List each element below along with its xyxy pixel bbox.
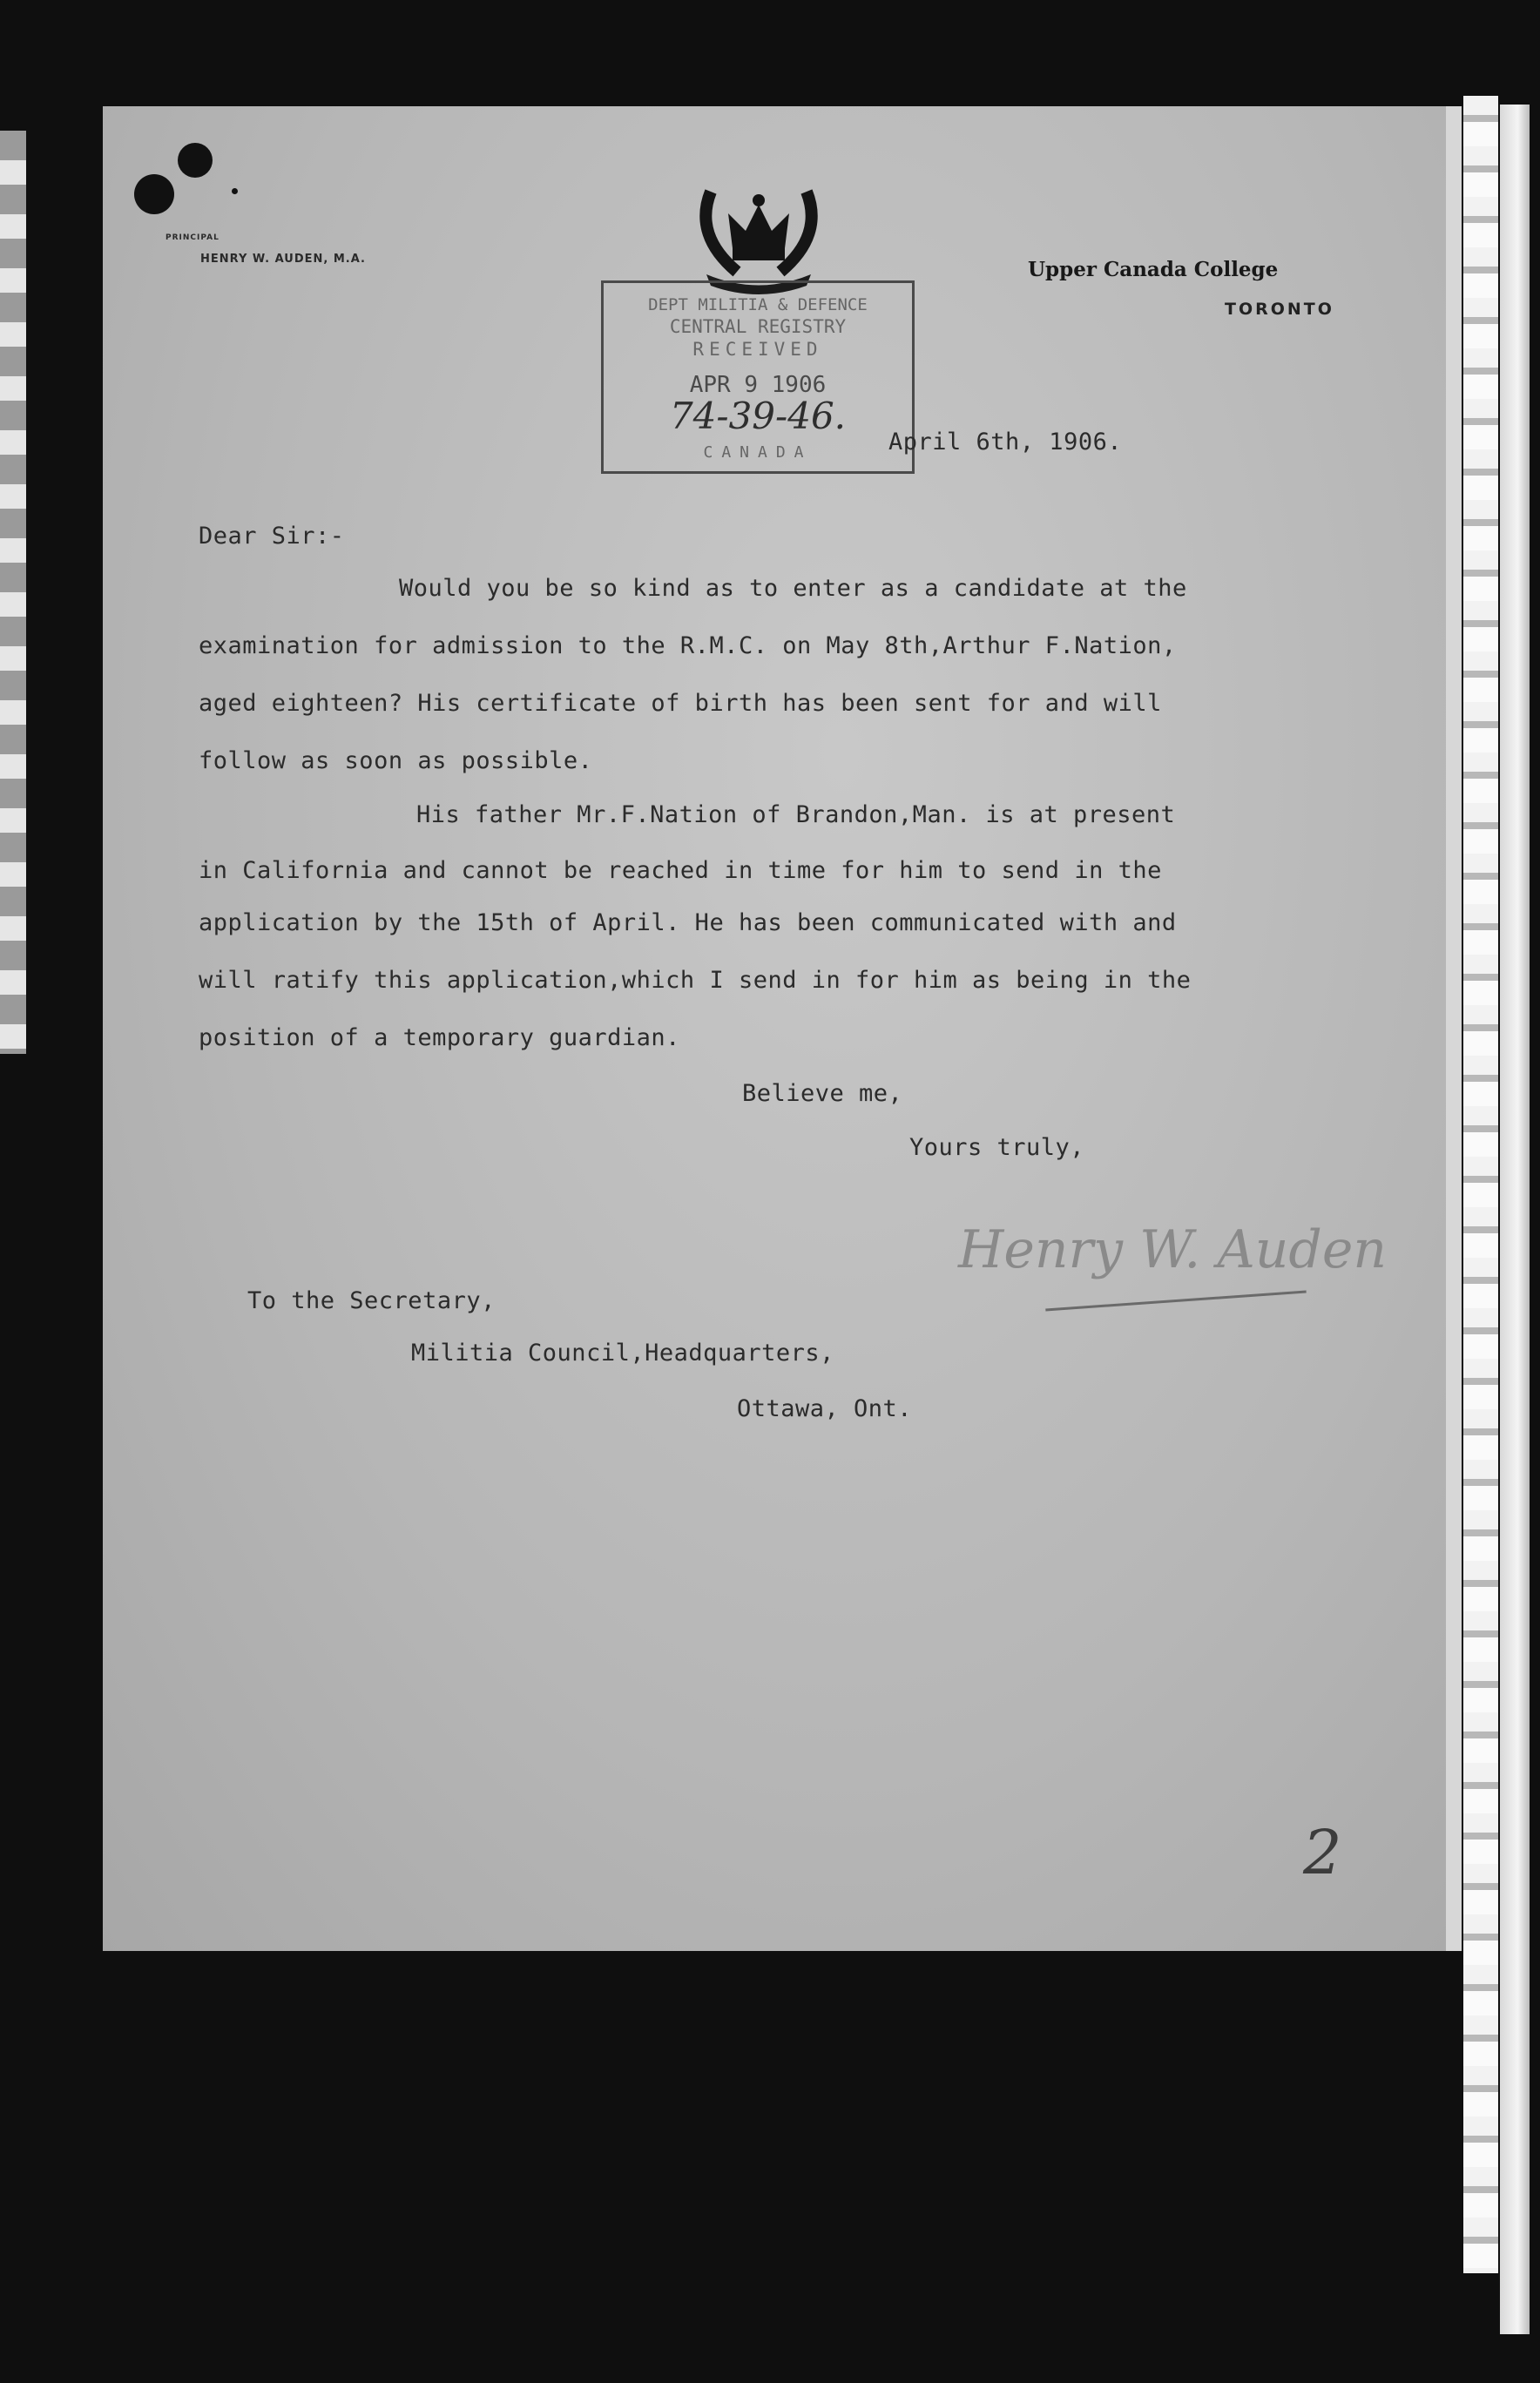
film-edge-left [0, 131, 26, 1054]
ink-blot-small [178, 143, 213, 178]
addressee-line-3: Ottawa, Ont. [737, 1395, 913, 1422]
salutation: Dear Sir:- [199, 523, 345, 550]
body-line-4: follow as soon as possible. [199, 747, 593, 774]
addressee-line-2: Militia Council,Headquarters, [411, 1340, 834, 1367]
stamp-line-1: DEPT MILITIA & DEFENCE [648, 295, 868, 314]
stamp-country: CANADA [703, 443, 813, 462]
stamp-line-3: RECEIVED [692, 339, 823, 360]
body-line-6: in California and cannot be reached in time for him to send in the [199, 857, 1162, 884]
closing-yours-truly: Yours truly, [909, 1134, 1085, 1161]
stamp-number: 74-39-46. [669, 395, 847, 437]
college-city: TORONTO [1225, 300, 1334, 319]
ink-blot-large [134, 174, 174, 214]
principal-label: PRINCIPAL [165, 233, 220, 242]
ink-speck [232, 188, 238, 194]
body-line-2: examination for admission to the R.M.C. on May 8th,Arthur F.Nation, [199, 632, 1177, 659]
college-name: Upper Canada College [1028, 258, 1279, 281]
closing-believe-me: Believe me, [742, 1080, 903, 1107]
body-line-5: His father Mr.F.Nation of Brandon,Man. is at present [416, 801, 1176, 828]
body-line-8: will ratify this application,which I send in for him as being in the [199, 967, 1192, 994]
stamp-line-2: CENTRAL REGISTRY [669, 316, 847, 337]
body-line-1: Would you be so kind as to enter as a candidate at the [399, 575, 1187, 602]
film-edge-right [1463, 96, 1498, 2273]
letter-date: April 6th, 1906. [888, 429, 1123, 456]
body-line-9: position of a temporary guardian. [199, 1024, 680, 1051]
principal-name: HENRY W. AUDEN, M.A. [200, 253, 366, 266]
registry-stamp [601, 280, 915, 474]
handwritten-signature: Henry W. Auden [958, 1219, 1387, 1280]
body-line-7: application by the 15th of April. He has been communicated with and [199, 909, 1177, 936]
addressee-line-1: To the Secretary, [247, 1287, 496, 1314]
stamp-date: APR 9 1906 [689, 372, 827, 398]
page-number: 2 [1303, 1817, 1342, 1888]
film-edge-right-outer [1500, 105, 1530, 2334]
body-line-3: aged eighteen? His certificate of birth has been sent for and will [199, 690, 1162, 717]
crown-wreath-crest-icon [685, 165, 833, 296]
